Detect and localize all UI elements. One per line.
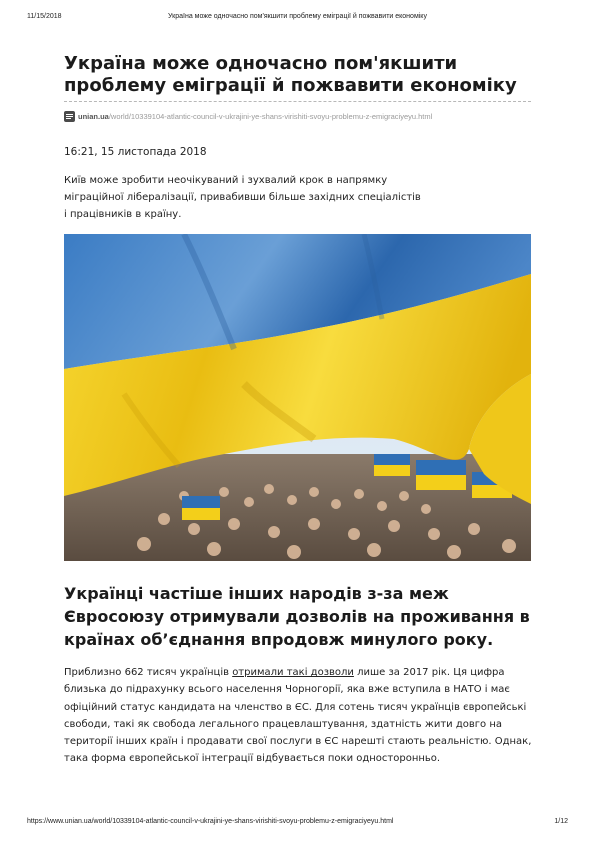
- article-lead: Київ може зробити неочікуваний і зухвалий крок в напрямку міграційної лібералізації, привабивши більше західних спеціалістів і працівників в країну.: [64, 175, 421, 220]
- source-domain[interactable]: unian.ua: [78, 111, 109, 121]
- article-title: Україна може одночасно пом'якшити проблему еміграції й пожвавити економіку: [64, 53, 517, 96]
- print-title: Україна може одночасно пом'якшити проблему еміграції й пожвавити економіку: [168, 13, 427, 20]
- source-link[interactable]: [64, 110, 534, 122]
- source-path[interactable]: /world/10339104-atlantic-council-v-ukrajini-ye-shans-virishiti-svoyu-problemu-z-emigraciyeyu.html: [108, 111, 433, 121]
- article-paragraph: [64, 664, 534, 768]
- flag-crowd-image: [64, 234, 531, 561]
- paragraph-text-end: лише за 2017 рік. Ця цифра близька до підрахунку всього населення Чорногорії, яка вже вступила в НАТО і має офіційний статус кандидата на членство в ЄС. Для сотень тисяч українців європейські свободи, такі як свобода легального працевлаштування, здатність жити довго на території інших країн і продавати свої послуги в ЄС нарешті стають реальністю. Однак, така форма європейської інтеграції відбувається поки односторонньо.: [64, 667, 532, 765]
- paragraph-text-start: Приблизно 662 тисяч українців: [64, 667, 233, 678]
- document-icon: [64, 111, 75, 122]
- title-divider: [64, 101, 531, 102]
- article-date: 16:21, 15 листопада 2018: [64, 146, 207, 158]
- article-subheading: Українці частіше інших народів з-за меж Євросоюзу отримували дозволів на проживання в країнах об’єднання впродовж минулого року.: [64, 584, 530, 649]
- permits-link[interactable]: отримали такі дозволи: [232, 667, 354, 678]
- print-url: https://www.unian.ua/world/10339104-atlantic-council-v-ukrajini-ye-shans-virishiti-svoyu-problemu-z-emigraciyeyu.html: [27, 818, 394, 825]
- article-photo: [64, 234, 531, 561]
- page-number: 1/12: [554, 818, 568, 825]
- print-date: 11/15/2018: [27, 13, 62, 20]
